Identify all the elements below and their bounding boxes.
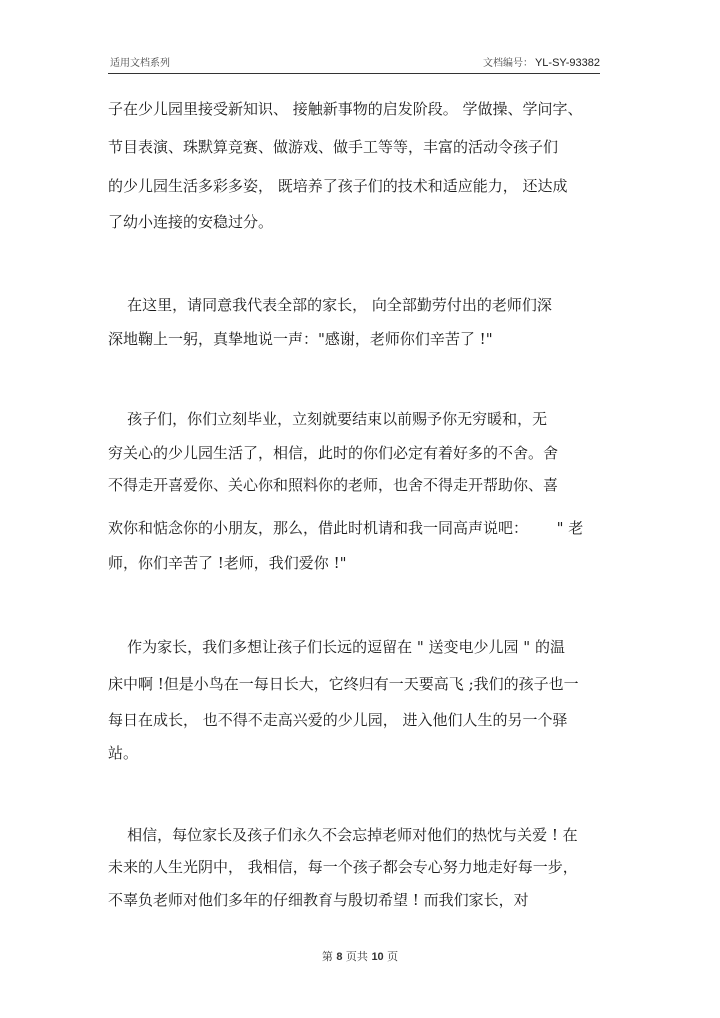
text-line: 师，你们辛苦了 !老师，我们爱你 !" bbox=[108, 554, 347, 572]
footer-prefix: 第 bbox=[321, 950, 337, 963]
footer-total-pages: 10 bbox=[371, 951, 384, 963]
text-line: 穷关心的少儿园生活了，相信，此时的你们必定有着好多的不舍。舍 bbox=[108, 444, 559, 462]
text-line: 在这里，请同意我代表全部的家长， 向全部勤劳付出的老师们深 bbox=[108, 296, 552, 314]
footer-middle: 页共 bbox=[342, 950, 372, 963]
footer-current-page: 8 bbox=[336, 951, 343, 963]
footer-suffix: 页 bbox=[383, 950, 399, 963]
header-series-title: 适用文档系列 bbox=[110, 58, 170, 69]
text-line: 子在少儿园里接受新知识、 接触新事物的启发阶段。 学做操、学问字、 bbox=[108, 100, 583, 118]
text-line: 孩子们，你们立刻毕业，立刻就要结束以前赐予你无穷暖和，无 bbox=[108, 410, 548, 428]
page-header bbox=[108, 51, 600, 74]
text-line: 每日在成长， 也不得不走高兴爱的少儿园， 进入他们人生的另一个驿 bbox=[108, 711, 568, 729]
text-line: 未来的人生光阴中， 我相信，每一个孩子都会专心努力地走好每一步， bbox=[108, 858, 578, 876]
text-line: 节目表演、珠默算竞赛、做游戏、做手工等等，丰富的活动令孩子们 bbox=[108, 138, 559, 156]
text-line: 站。 bbox=[108, 744, 139, 762]
text-line: 不得走开喜爱你、关心你和照料你的老师，也舍不得走开帮助你、喜 bbox=[108, 476, 559, 494]
header-doc-number bbox=[483, 54, 600, 69]
text-line: 不辜负老师对他们多年的仔细教育与殷切希望 ! 而我们家长，对 bbox=[108, 891, 529, 909]
text-line: 的少儿园生活多彩多姿， 既培养了孩子们的技术和适应能力， 还达成 bbox=[108, 177, 568, 195]
text-line: 欢你和惦念你的小朋友，那么，借此时机请和我一同高声说吧： " 老 bbox=[108, 519, 584, 537]
doc-number-label: 文档编号： bbox=[482, 58, 533, 69]
text-line: 床中啊 !但是小鸟在一每日长大，它终归有一天要高飞 ;我们的孩子也一 bbox=[108, 675, 579, 693]
text-line: 相信，每位家长及孩子们永久不会忘掉老师对他们的热忱与关爱 ! 在 bbox=[108, 826, 578, 844]
text-line: 作为家长，我们多想让孩子们长远的逗留在 " 送变电少儿园 " 的温 bbox=[108, 638, 565, 656]
text-line: 深地鞠上一躬，真挚地说一声："感谢，老师你们辛苦了 !" bbox=[108, 330, 493, 348]
page-footer bbox=[0, 948, 720, 964]
text-line: 了幼小连接的安稳过分。 bbox=[108, 213, 274, 231]
doc-number-value: YL-SY-93382 bbox=[534, 57, 600, 69]
